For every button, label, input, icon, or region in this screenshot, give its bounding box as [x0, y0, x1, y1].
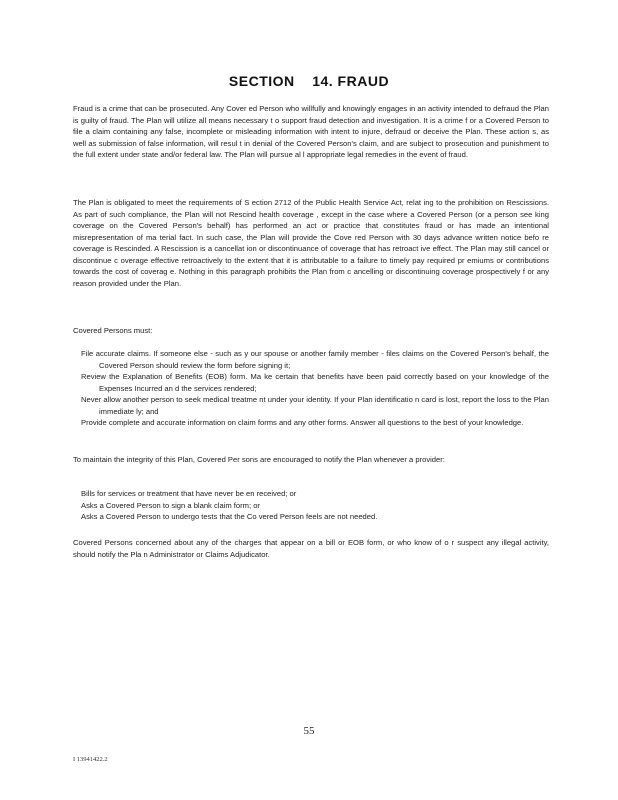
must-heading: Covered Persons must:: [73, 326, 153, 335]
list-item: Asks a Covered Person to undergo tests that the Co vered Person feels are not needed.: [81, 512, 378, 521]
document-id: I 13941422.2: [73, 756, 108, 763]
closing-paragraph: Covered Persons concerned about any of the charges that appear on a bill or EOB form, or who know of o r suspect any illegal activity, should notify the Pla n Administrator or Claims Adjudicator.: [73, 538, 549, 559]
page-number: 55: [303, 725, 315, 737]
list-item: File accurate claims. If someone else - such as y our spouse or another family member - files claims on the Covered Person's behalf, the Covered Person should review the form before signing it;: [81, 349, 549, 370]
encourage-paragraph: To maintain the integrity of this Plan, Covered Per sons are encouraged to notify the Plan whenever a provider:: [73, 455, 445, 464]
provider-list: [73, 488, 549, 523]
list-item: Provide complete and accurate information on claim forms and any other forms. Answer all questions to the best of your knowledge.: [81, 418, 524, 427]
list-item: Never allow another person to seek medical treatme nt under your identity. If your Plan identificatio n card is lost, report the loss to the Plan immediate ly; and: [81, 395, 549, 416]
list-item: Review the Explanation of Benefits (EOB) form. Ma ke certain that benefits have been paid correctly based on your knowledge of the Expenses Incurred an d the services rendered;: [81, 372, 549, 393]
section-title: SECTION 14. FRAUD: [228, 73, 390, 89]
list-item: Asks a Covered Person to sign a blank claim form; or: [81, 500, 260, 510]
rescission-paragraph: The Plan is obligated to meet the requirements of S ection 2712 of the Public Health Service Act, relat ing to the prohibition on Rescissions. As part of such compliance, the Plan will not Rescind health coverage , except in the case where a Covered Person (or a person see king coverage on the Covered Person's behalf) has performed an act or practice that constitutes fraud or has made an intentional misrepresentation of ma terial fact. In such case, the Plan will provide the Cove red Person with 30 days advance written notice befo re coverage is Rescinded. A Rescission is a cancellat ion or discontinuance of coverage that has retroact ive effect. The Plan may still cancel or discontinue c overage effective retroactively to the extent that it is attributable to a failure to timely pay required pr emiums or contributions towards the cost of coverag e. Nothing in this paragraph prohibits the Plan from c ancelling or discontinuing coverage prospectively f or any reason provided under the Plan.: [73, 198, 549, 288]
fraud-paragraph: Fraud is a crime that can be prosecuted. Any Cover ed Person who willfully and knowingly engages in an activity intended to defraud the Plan is guilty of fraud. The Plan will utilize all means necessary t o support fraud detection and investigation. It is a crime f or a Covered Person to file a claim containing any false, incomplete or misleading information with intent to injure, defraud or deceive the Plan. These action s, as well as submission of false information, will resul t in denial of the Covered Person's claim, and are subject to prosecution and punishment to the full extent under state and/or federal law. The Plan will pursue al l appropriate legal remedies in the event of fraud.: [73, 104, 549, 159]
must-list: [73, 348, 549, 429]
list-item: Bills for services or treatment that have never be en received; or: [81, 489, 297, 498]
